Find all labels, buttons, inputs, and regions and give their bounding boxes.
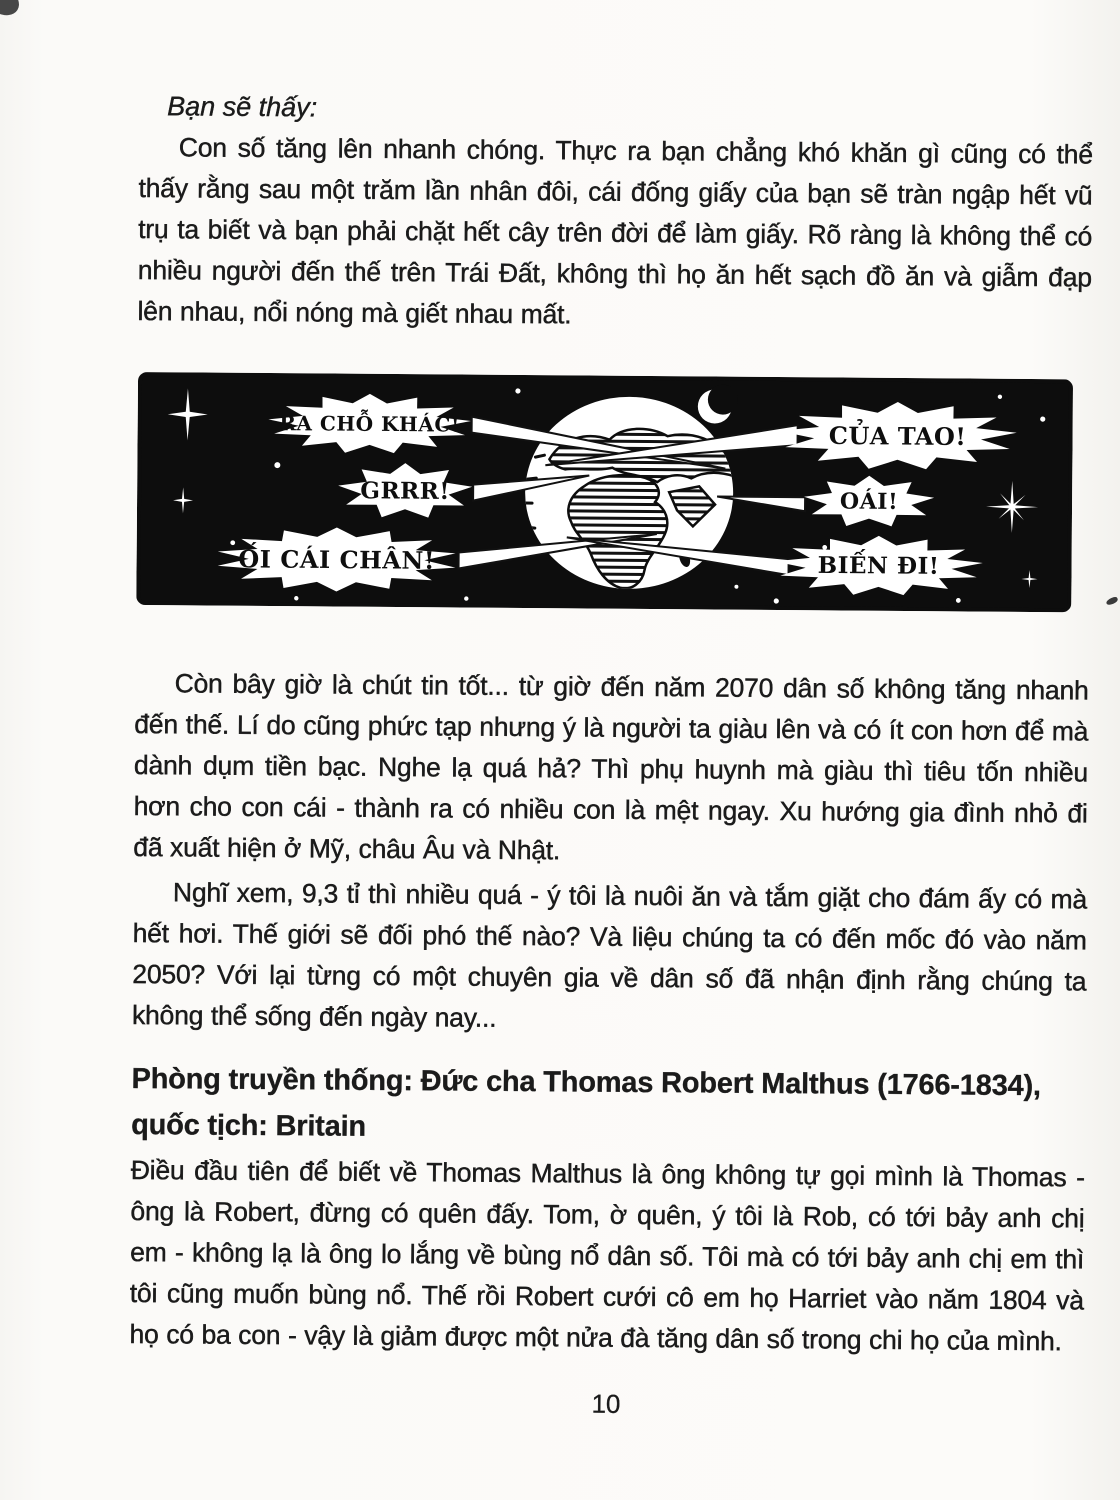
paragraph-2: Còn bây giờ là chút tin tốt... từ giờ đến năm 2070 dân số không tăng nhanh đến thế. Lí do cũng phức tạp nhưng ý là người ta giàu lên và có ít con hơn để mà dành dụm tiền bạc. Nghe lạ quá hả? Thì phụ huynh mà giàu thì tiêu tốn nhiều hơn cho con cái - thành ra có nhiều con là mệt ngay. Xu hướng gia đình nhỏ đi đã xuất hiện ở Mỹ, châu Âu và Nhật. [133,668,1089,866]
paragraph-3: Nghĩ xem, 9,3 tỉ thì nhiều quá - ý tôi là nuôi ăn và tắm giặt cho đám ấy có mà hết hơi. Thế giới sẽ đối phó thế nào? Và liệu chúng ta có đến mốc đó vào năm 2050? Với lại từng có một chuyên gia về dân số đã nhận định rằng chúng ta không thể sống đến ngày nay... [131,877,1088,1033]
star-dot [230,540,235,545]
speech-bubble-text: RA CHỖ KHÁC! [279,411,461,437]
comic-panel [136,372,1073,612]
star-dot [998,395,1002,399]
page-content [129,0,1094,1422]
speech-bubble-text: GRRR! [360,477,451,505]
comic-illustration [136,372,1073,612]
speech-bubble-text: ỐI CÁI CHÂN! [238,544,436,575]
star-dot [274,462,280,468]
speech-bubble-text: CỦA TAO! [828,420,967,452]
scan-artifact-blob [0,0,24,21]
scan-artifact-mark [1105,596,1118,606]
paragraph-1: Con số tăng lên nhanh chóng. Thực ra bạn chẳng khó khăn gì cũng có thể thấy rằng sau một trăm lần nhân đôi, cái đống giấy của bạn sẽ tràn ngập hết vũ trụ ta biết và bạn phải chặt hết cây trên đời để làm giấy. Rõ ràng là không thể có nhiều người đến thế trên Trái Đất, không thì họ ăn hết sạch đồ ăn và giẫm đạp lên nhau, nổi nóng mà giết nhau mất. [137,132,1093,330]
section-heading: Phòng truyền thống: Đức cha Thomas Robert Malthus (1766-1834), quốc tịch: Britain [131,1062,1041,1143]
star-dot [464,596,468,600]
star-dot [734,585,738,589]
star-dot [294,596,298,600]
star-dot [515,388,520,393]
star-dot [956,598,961,603]
speech-bubble-text: OÁI! [839,488,899,515]
page-number: 10 [591,1388,621,1419]
paragraph-4: Điều đầu tiên để biết về Thomas Malthus là ông không tự gọi mình là Thomas - ông là Robert, đừng có quên đấy. Tom, ờ quên, ý tôi là Rob, có tới bảy anh chị em - không lạ là ông lo lắng về bùng nổ dân số. Tôi mà có tới bảy anh chị em thì tôi cũng muốn bùng nổ. Thế rồi Robert cưới cô em họ Harriet vào năm 1804 và họ có ba con - vậy là giảm được một nửa đà tăng dân số trong chi họ của mình. [129,1154,1085,1357]
star-dot [822,545,827,550]
star-dot [774,598,779,603]
lead-in-line: Bạn sẽ thấy: [167,91,318,123]
speech-bubble-text: BIẾN ĐI! [817,551,940,580]
star-dot [1040,416,1045,421]
